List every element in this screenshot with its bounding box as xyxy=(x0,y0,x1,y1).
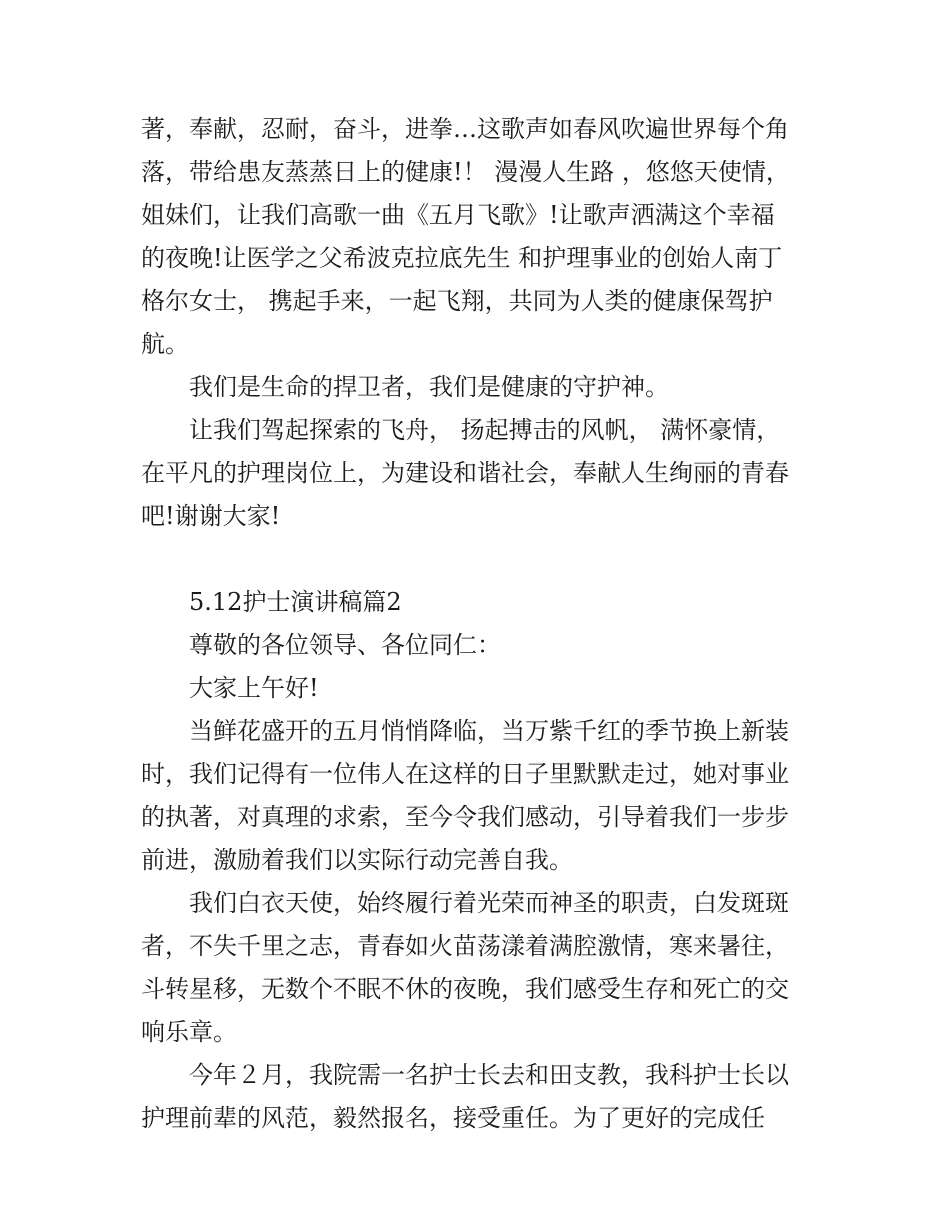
blank-line xyxy=(141,538,817,581)
text-line: 姐妹们，让我们高歌一曲《五月飞歌》!让歌声洒满这个幸福 xyxy=(141,201,775,229)
salutation xyxy=(141,624,817,667)
paragraph xyxy=(141,710,817,882)
paragraph xyxy=(141,1054,817,1140)
text-line: 航。 xyxy=(141,330,189,358)
text-line: 当鲜花盛开的五月悄悄降临，当万紫千红的季节换上新装 xyxy=(189,717,789,745)
text-line: 著，奉献，忍耐，奋斗，进拳…这歌声如春风吹遍世界每个角 xyxy=(141,115,789,143)
text-line: 响乐章。 xyxy=(141,1018,237,1046)
text-line: 前进，激励着我们以实际行动完善自我。 xyxy=(141,846,573,874)
text-line: 尊敬的各位领导、各位同仁： xyxy=(189,631,501,659)
text-line: 吧!谢谢大家! xyxy=(141,502,281,530)
greeting xyxy=(141,667,817,710)
section-heading xyxy=(141,581,817,624)
text-line: 在平凡的护理岗位上，为建设和谐社会，奉献人生绚丽的青春 xyxy=(141,459,789,487)
paragraph xyxy=(141,409,817,538)
text-line: 大家上午好! xyxy=(189,674,319,702)
text-line: 我们白衣天使，始终履行着光荣而神圣的职责，白发斑斑 xyxy=(189,889,789,917)
paragraph xyxy=(141,882,817,1054)
document-body xyxy=(141,108,817,1140)
text-line: 的夜晚!让医学之父希波克拉底先生 和护理事业的创始人南丁 xyxy=(141,244,783,272)
paragraph xyxy=(141,366,817,409)
paragraph xyxy=(141,108,817,366)
text-line: 时，我们记得有一位伟人在这样的日子里默默走过，她对事业 xyxy=(141,760,789,788)
text-line: 斗转星移，无数个不眠不休的夜晚，我们感受生存和死亡的交 xyxy=(141,975,789,1003)
text-line: 护理前辈的风范，毅然报名，接受重任。为了更好的完成任 xyxy=(141,1104,765,1132)
text-line: 格尔女士， 携起手来，一起飞翔，共同为人类的健康保驾护 xyxy=(141,287,773,315)
section-heading-text: 5.12护士演讲稿篇2 xyxy=(189,588,402,616)
text-line: 我们是生命的捍卫者，我们是健康的守护神。 xyxy=(189,373,669,401)
text-line: 今年２月，我院需一名护士长去和田支教，我科护士长以 xyxy=(189,1061,789,1089)
text-line: 的执著，对真理的求索，至今令我们感动，引导着我们一步步 xyxy=(141,803,789,831)
text-line: 让我们驾起探索的飞舟， 扬起搏击的风帆， 满怀豪情， xyxy=(189,416,781,444)
text-line: 者，不失千里之志，青春如火苗荡漾着满腔激情，寒来暑往， xyxy=(141,932,789,960)
text-line: 落，带给患友蒸蒸日上的健康!！ 漫漫人生路 ，悠悠天使情， xyxy=(141,158,790,186)
